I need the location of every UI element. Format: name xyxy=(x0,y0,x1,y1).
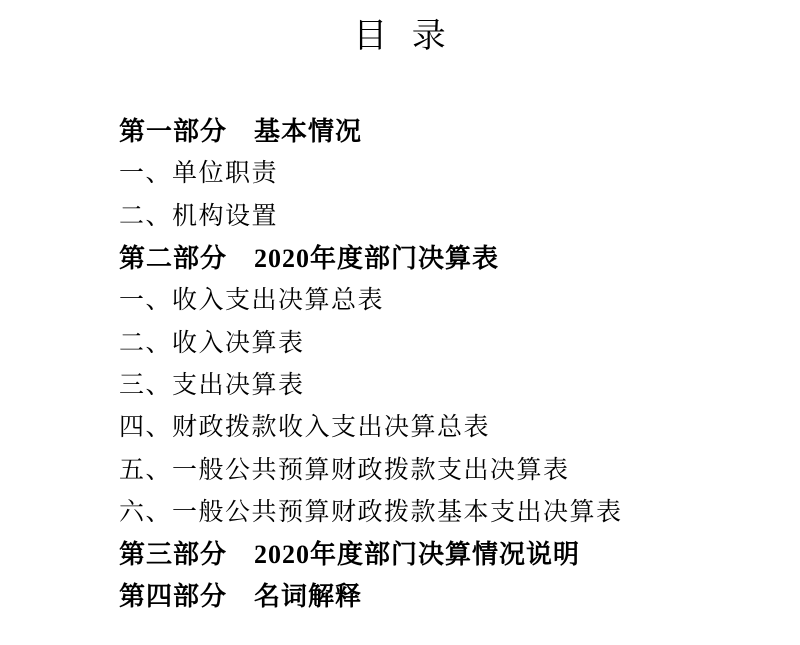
toc-item: 六、一般公共预算财政拨款基本支出决算表 xyxy=(119,498,623,526)
toc-part-3-heading: 第三部分 2020年度部门决算情况说明 xyxy=(119,539,581,569)
page-title: 目 录 xyxy=(353,18,447,55)
toc-item: 五、一般公共预算财政拨款支出决算表 xyxy=(119,456,570,484)
toc-item: 三、支出决算表 xyxy=(119,371,305,399)
toc-part-2-heading: 第二部分 2020年度部门决算表 xyxy=(119,243,500,273)
toc-item: 四、财政拨款收入支出决算总表 xyxy=(119,414,491,442)
toc-item: 一、收入支出决算总表 xyxy=(119,287,385,315)
toc-part-1-heading: 第一部分 基本情况 xyxy=(119,116,363,146)
table-of-contents xyxy=(119,108,770,616)
toc-item: 二、机构设置 xyxy=(119,202,279,230)
toc-part-4-heading: 第四部分 名词解释 xyxy=(119,581,363,611)
toc-item: 一、单位职责 xyxy=(119,160,279,188)
toc-item: 二、收入决算表 xyxy=(119,329,305,357)
